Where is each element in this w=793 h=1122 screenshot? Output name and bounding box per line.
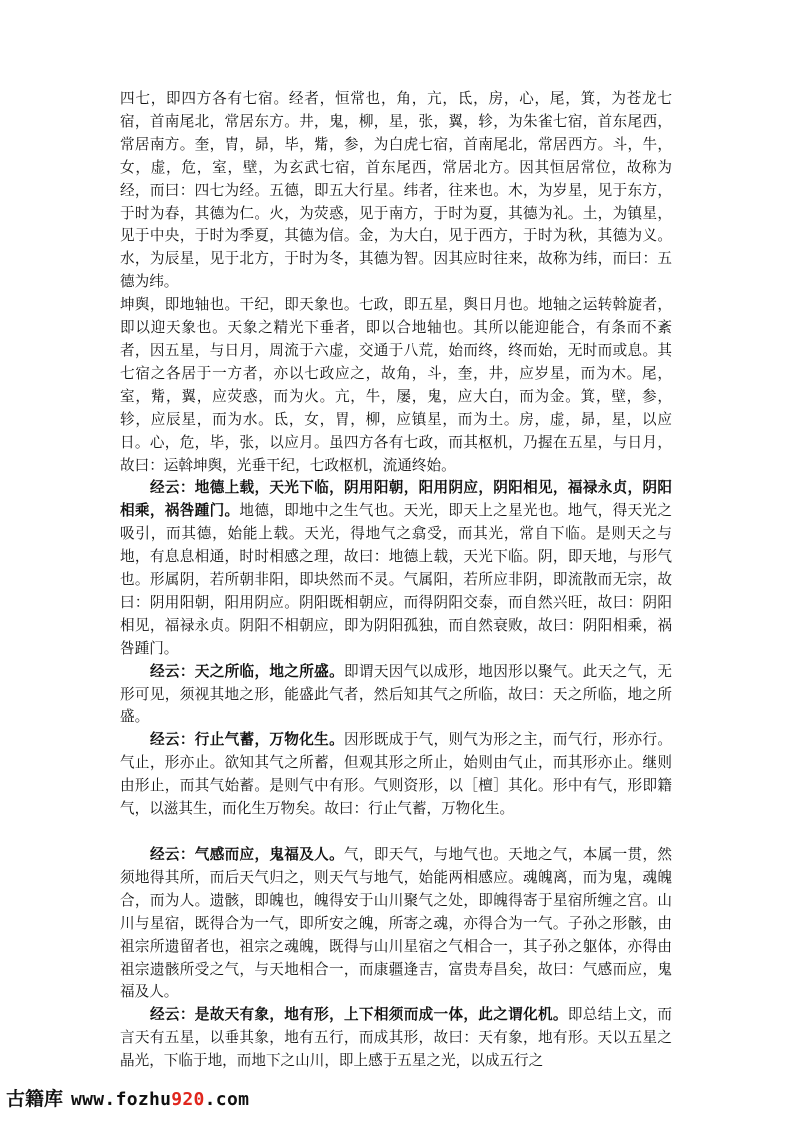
paragraph-text: 四七，即四方各有七宿。经者，恒常也，角，亢，氐，房，心，尾，箕，为苍龙七宿，首南尾北，常居东方。井，鬼，柳，星，张，翼，轸，为朱雀七宿，首东尾西，常居南方。奎，胄，昴，毕，觜，参，为白虎七宿，首南尾北，常居西方。斗，牛，女，虚，危，室，壁，为玄武七宿，首东尾西，常居北方。因其恒居常位，故称为经，而曰：四七为经。五德，即五大行星。纬者，往来也。木，为岁星，见于东方，于时为春，其德为仁。火，为荧惑，见于南方，于时为夏，其德为礼。土，为镇星，见于中央，于时为季夏，其德为信。金，为大白，见于西方，于时为秋，其德为义。水，为辰星，见于北方，于时为冬，其德为智。因其应时往来，故称为纬，而曰：五德为纬。 [120,90,672,291]
paragraph-text: 坤舆，即地轴也。干纪，即天象也。七政，即五星，舆日月也。地轴之运转斡旋者，即以迎天象也。天象之精光下垂者，即以合地轴也。其所以能迎能合，有条而不紊者，因五星，与日月，周流于六虚，交通于八荒，始而终，终而始，无时而或息。其七宿之各居于一方者，亦以七政应之，故角，斗，奎，井，应岁星，而为木。尾，室，觜，翼，应荧惑，而为火。亢，牛，屡，鬼，应大白，而为金。箕，壁，参，轸，应辰星，而为水。氐，女，胃，柳，应镇星，而为土。房，虚，昴，星，以应日。心，危，毕，张，以应月。虽四方各有七政，而其枢机，乃握在五星，与日月，故曰：运斡坤舆，光垂干纪，七政枢机，流通终始。 [120,296,672,474]
paragraph-text: 即总结上文，而言天有五星，以垂其象，地有五行，而成其形，故曰：天有象，地有形。天以五星之晶光，下临于地，而地下之山川，即上感于五星之光，以成五行之 [120,1006,672,1070]
scripture-quote: 经云：天之所临，地之所盛。 [150,662,344,680]
footer-watermark [6,1084,249,1114]
document-body [120,88,672,1073]
paragraph-5 [120,729,672,821]
paragraph-6 [120,844,672,1004]
paragraph-4 [120,661,672,730]
scripture-quote: 经云：地德上载，天光下临，阴用阳朝，阳用阴应，阴阳相见，福禄永贞，阴阳相乘，祸咎踵门。 [120,479,672,520]
scripture-quote: 经云：行止气蓄，万物化生。 [150,731,344,749]
paragraph-text: 即谓天因气以成形，地因形以聚气。此天之气，无形可见，须视其地之形，能盛此气者，然后知其气之所临，故曰：天之所临，地之所盛。 [120,662,672,726]
url-number: 920 [171,1089,205,1110]
paragraph-text: 地德，即地中之生气也。天光，即天上之星光也。地气，得天光之吸引，而其德，始能上载。天光，得地气之翕受，而其光，常自下临。是则天之与地，有息息相通，时时相感之理，故曰：地德上载，天光下临。阴，即天地，与形气也。形属阴，若所朝非阳，即块然而不灵。气属阳，若所应非阴，即流散而无宗，故曰：阴用阳朝，阳用阴应。阴阳既相朝应，而得阴阳交泰，而自然兴旺，故曰：阴阳相见，福禄永贞。阴阳不相朝应，即为阴阳孤独，而自然衰败，故曰：阴阳相乘，祸咎踵门。 [120,502,672,657]
paragraph-3 [120,477,672,660]
paragraph-text: 因形既成于气，则气为形之主，而气行，形亦行。气止，形亦止。欲知其气之所蓄，但观其形之所止，始则由气止，而其形亦止。继则由形止，而其气始蓄。是则气中有形。气则资形，以［檀］其化。形中有气，形即籍气，以滋其生，而化生万物矣。故曰：行止气蓄，万物化生。 [120,731,672,818]
paragraph-7 [120,1004,672,1073]
site-url[interactable] [71,1089,249,1110]
paragraph-2 [120,294,672,477]
scripture-quote: 经云：气感而应，鬼福及人。 [150,846,344,863]
site-name: 古籍库 [6,1088,64,1110]
paragraph-text: 气，即天气，与地气也。天地之气，本属一贯，然须地得其所，而后天气归之，则天气与地气，始能两相感应。魂魄离，而为鬼，魂魄合，而为人。遗骸，即魄也，魄得安于山川聚气之处，即魄得寄于星宿所缠之宫。山川与星宿，既得合为一气，即所安之魄，所寄之魂，亦得合为一气。子孙之形骸，由祖宗所遗留者也，祖宗之魂魄，既得与山川星宿之气相合一，其子孙之躯体，亦得由祖宗遗骸所受之气，与天地相合一，而康疆逢吉，富贵寿昌矣，故曰：气感而应，鬼福及人。 [120,846,672,1001]
url-prefix: www.fozhu [71,1089,172,1110]
paragraph-1 [120,88,672,294]
scripture-quote: 经云：是故天有象，地有形，上下相须而成一体，此之谓化机。 [150,1006,568,1024]
url-suffix: .com [204,1089,250,1110]
